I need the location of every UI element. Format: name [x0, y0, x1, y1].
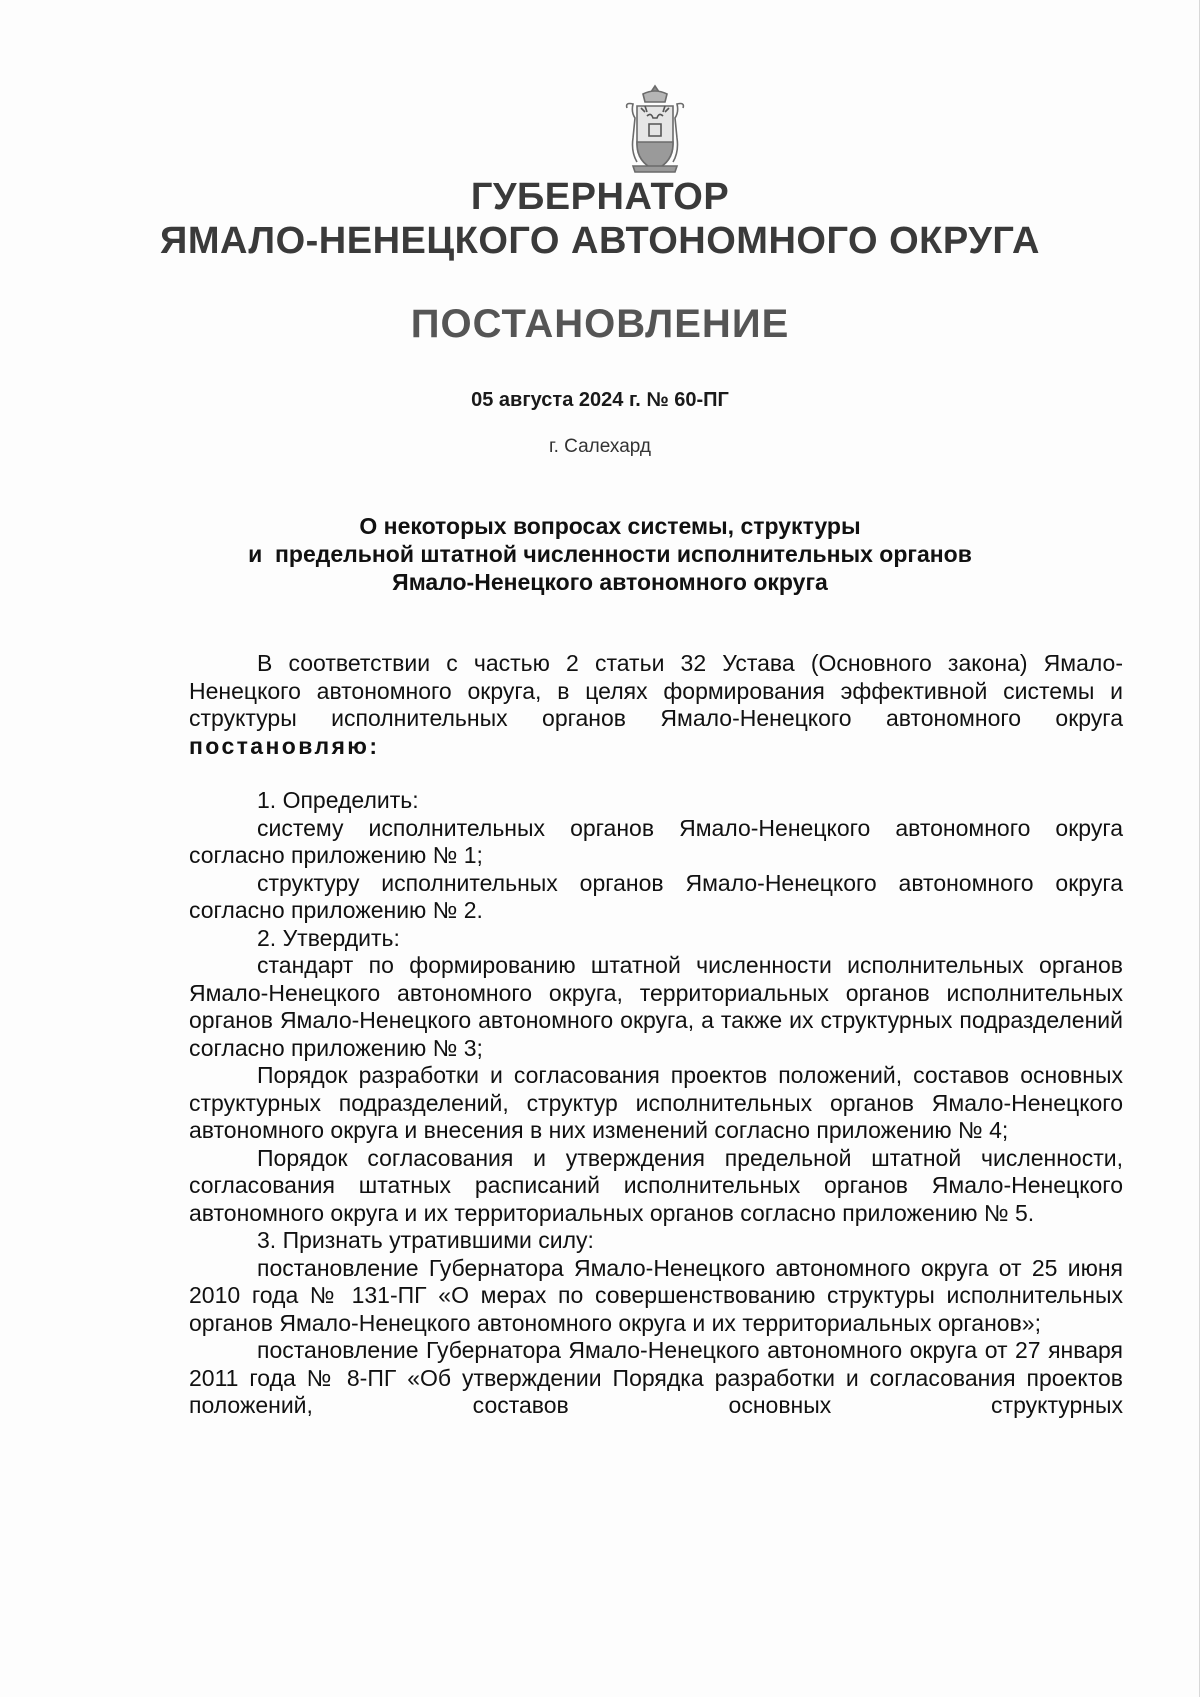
- item-3-heading: 3. Признать утратившими силу:: [257, 1227, 594, 1253]
- coat-of-arms-emblem: [617, 82, 693, 178]
- document-date-number: 05 августа 2024 г. № 60-ПГ: [471, 389, 729, 411]
- item-1-system: систему исполнительных органов Ямало-Ненецкого автономного округа согласно приложению № 1;: [189, 814, 1123, 868]
- document-city: г. Салехард: [549, 436, 651, 457]
- item-2-order-staffing: Порядок согласования и утверждения предельной штатной численности, согласования штатных расписаний исполнительных органов Ямало-Ненецкого автономного округа и их территориальных органов согласно приложению № 5.: [189, 1144, 1123, 1226]
- item-1-structure: структуру исполнительных органов Ямало-Ненецкого автономного округа согласно приложению № 2.: [189, 869, 1123, 923]
- item-2-heading: 2. Утвердить:: [257, 924, 400, 951]
- preamble-text: В соответствии с частью 2 статьи 32 Устава (Основного закона) Ямало-Ненецкого автономного округа, в целях формирования эффективной системы и структуры исполнительных органов Ямало-Ненецкого автономного округа: [189, 650, 1123, 731]
- document-body: [189, 650, 1123, 1420]
- title-line-1: О некоторых вопросах системы, структуры: [359, 513, 861, 539]
- item-1-heading: 1. Определить:: [257, 787, 419, 813]
- document-type-heading: ПОСТАНОВЛЕНИЕ: [410, 302, 790, 346]
- item-2-standard: стандарт по формированию штатной численности исполнительных органов Ямало-Ненецкого автономного округа, территориальных органов исполнительных органов Ямало-Ненецкого автономного округа, а также их структурных подразделений согласно приложению № 3;: [189, 952, 1123, 1061]
- item-3-repeal-8: постановление Губернатора Ямало-Ненецкого автономного округа от 27 января 2011 года № 8-ПГ «Об утверждении Порядка разработки и согласования проектов положений, составов основных структурных: [189, 1337, 1123, 1418]
- document-title: [190, 512, 1030, 596]
- title-line-3: Ямало-Ненецкого автономного округа: [392, 569, 828, 595]
- issuer-region: ЯМАЛО-НЕНЕЦКОГО АВТОНОМНОГО ОКРУГА: [160, 220, 1040, 262]
- issuer-title: ГУБЕРНАТОР: [470, 176, 730, 218]
- item-3-repeal-131: постановление Губернатора Ямало-Ненецкого автономного округа от 25 июня 2010 года № 131-ПГ «О мерах по совершенствованию структуры исполнительных органов Ямало-Ненецкого автономного округа и их территориальных органов»;: [189, 1254, 1123, 1336]
- preamble-paragraph: [189, 650, 1123, 760]
- decree-word: постановляю:: [189, 732, 380, 759]
- title-line-2: и предельной штатной численности исполнительных органов: [248, 541, 972, 567]
- item-2-order-structures: Порядок разработки и согласования проектов положений, составов основных структурных подразделений, структур исполнительных органов Ямало-Ненецкого автономного округа и внесения в них изменений согласно приложению № 4;: [189, 1062, 1123, 1143]
